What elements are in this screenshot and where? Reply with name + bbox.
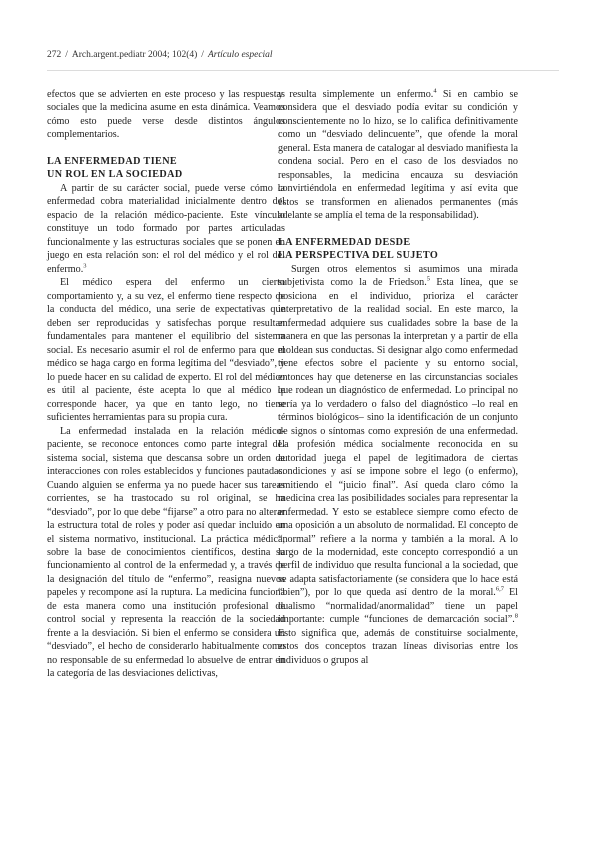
paragraph-continued	[278, 88, 518, 223]
paragraph-text: Esto significa que, además de constituirse socialmente, estos dos conceptos trazan líneas divisorias entre los individuos o grupos al	[278, 627, 518, 666]
paragraph-text: Esta línea, que se posiciona en el individuo, prioriza el carácter interpretativo de la realidad social. En este marco, la enfermedad adquiere sus cualidades sobre la base de la manera en que las personas la interpretan y a partir de ella moldean sus conductas. Si designar algo como enfermedad tiene efectos sobre el paciente y su entorno social, entonces hay que detenerse en las circunstancias sociales que rodean un diagnóstico de enfermedad. Lo principal no sería ya lo verdadero o falso del diagnóstico –lo real en términos biológicos– sino la identificación de un conjunto de signos o síntomas como expresión de una enfermedad. La profesión médica socialmente reconocida en su autoridad juega el papel de legitimadora de ciertas condiciones y así se impone sobre el lego (o enfermo), emitiendo el “juicio final”. Así queda claro cómo la medicina crea las posibilidades sociales para representar la enfermedad. Y esto se establece siempre como efecto de una oposición a un absoluto de normalidad. El concepto de “normal” refiere a la norma y también a la moral. A lo largo de la modernidad, este concepto correspondió a un perfil de individuo que resulta funcional a la sociedad, que se adapta satisfactoriamente (se considera que lo hace está “bien”), por lo que queda así dentro de la moral.	[278, 277, 518, 599]
header-rule	[47, 70, 559, 71]
paragraph: La enfermedad instalada en la relación médico-paciente, se reconoce entonces como parte integral del sistema social, sistema que descansa sobre un orden de interacciones con roles establecidos y funciones pautadas. Cuando alguien se enferma ya no puede hacer sus tareas corrientes, se ha trastocado su rol original, se ha “desviado”, por lo que debe “fijarse” a otro para no alterar la estructura total de roles y poder así quedar incluido en el sistema normativo, institucional. La práctica médica, sobre la base de conocimientos científicos, destina su funcionamiento al control de la enfermedad y, a través de la designación del título de “enfermo”, reasigna nuevos papeles y recompone así la ruptura. La medicina funciona de esta manera como una institución profesional de control social y representa la reacción de la sociedad frente a la desviación. Si bien el enfermo se considera un “desviado”, el hecho de considerarlo habitualmente como no responsable de su enfermedad lo absuelve de entrar en la categoría de las desviaciones delictivas,	[47, 425, 285, 680]
paragraph	[47, 182, 285, 276]
reference-marker: 4	[433, 87, 437, 95]
paragraph-continued: efectos que se advierten en este proceso y las respuestas sociales que la medicina asume en esta dinámica. Veamos cómo esto puede verse desde distintos ángulos complementarios.	[47, 89, 285, 141]
section-heading-role	[47, 155, 285, 182]
reference-marker: 3	[83, 262, 87, 270]
paragraph-text: El dualismo “normalidad/anormalidad” tiene un papel importante: cumple “funciones de demarcación social”.	[278, 587, 518, 626]
page-number: 272	[47, 50, 62, 60]
paragraph	[278, 263, 518, 668]
reference-marker: 6,7	[495, 586, 504, 594]
paragraph-text: Surgen otros elementos si asumimos una mirada subjetivista como la de Friedson.	[278, 263, 518, 289]
running-header	[47, 50, 273, 60]
heading-line: LA ENFERMEDAD DESDE	[278, 236, 411, 248]
reference-marker: 8	[514, 613, 518, 621]
paragraph-text: A partir de su carácter social, puede verse cómo la enfermedad cobra materialidad inicialmente dentro del espacio de la relación médico-paciente. Este vínculo constituye un todo formado por partes articuladas funcionalmente y las estructuras sociales que se ponen en juego en esta relación son: el rol del médico y el rol del enfermo.	[47, 182, 285, 275]
section-heading-subject	[278, 236, 518, 263]
heading-line: LA PERSPECTIVA DEL SUJETO	[278, 250, 439, 262]
section-label: Artículo especial	[207, 50, 273, 60]
heading-line: UN ROL EN LA SOCIEDAD	[47, 169, 183, 181]
right-column	[278, 88, 518, 667]
paragraph: El médico espera del enfermo un cierto comportamiento y, a su vez, el enfermo tiene respecto de la conducta del médico, una serie de expectativas que deben ser reproducidas y satisfechas porque resultan fundamentales para mantener el equilibrio del sistema social. Es necesario asumir el rol de enfermo para que el médico se haga cargo en forma legítima del “desviado”, y lo puede hacer en su calidad de experto. El rol del médico es útil al paciente, éste acepta lo que al médico le corresponde hacer, ya que en tanto lego, no tiene suficientes herramientas para su propia cura.	[47, 277, 285, 424]
journal-citation: Arch.argent.pediatr 2004; 102(4)	[71, 50, 198, 60]
paragraph-text: Si en cambio se considera que el desviado podía evitar su condición y conscientemente no lo hizo, se lo califica definitivamente como un “desviado delincuente”, que ofende la moral general. Esta manera de catalogar al desviado manifiesta la condena social. Pero en el caso de los desviados no responsables, la medicina encauza su desviación convirtiéndola en enfermedad legítima y así evita que éstos se transformen en alienados permanentes (más adelante se amplía el tema de la responsabilidad).	[278, 89, 518, 222]
reference-marker: 5	[426, 275, 430, 283]
left-column	[47, 88, 285, 681]
paragraph-text: y resulta simplemente un enfermo.	[278, 89, 434, 100]
heading-line: LA ENFERMEDAD TIENE	[47, 155, 178, 167]
header-separator: /	[201, 50, 204, 60]
header-separator: /	[65, 50, 68, 60]
